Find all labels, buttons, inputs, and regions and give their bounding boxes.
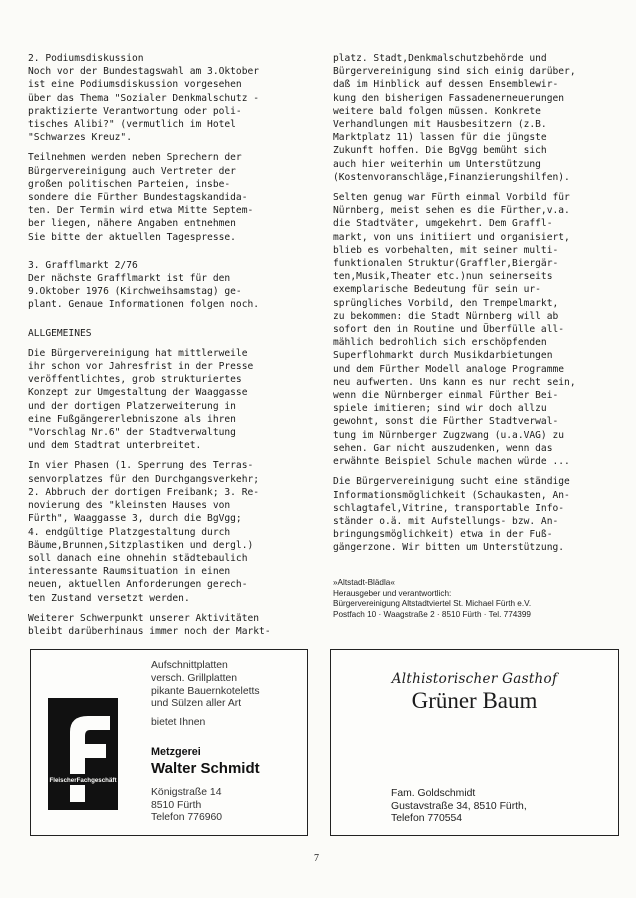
page-number: 7 bbox=[314, 853, 319, 864]
ad-line-2: versch. Grillplatten bbox=[151, 672, 238, 684]
svg-text:FleischerFachgeschäft: FleischerFachgeschäft bbox=[49, 777, 117, 785]
inn-owner: Fam. Goldschmidt bbox=[391, 788, 476, 799]
butcher-advertisement bbox=[30, 649, 308, 836]
inn-address: Gustavstraße 34, 8510 Fürth, bbox=[391, 800, 527, 812]
ad-city: 8510 Fürth bbox=[151, 799, 202, 811]
ad-phone: Telefon 776960 bbox=[151, 812, 223, 824]
section-2-body-2: Teilnehmen werden neben Sprechern der Bürgervereinigung auch Vertreter der großen politischen Parteien, insbe- sondere die Fürther Bundestagskandida- ten. Der Termin wird etwa Mitte Septem- ber liegen, nähere Angaben entnehmen Sie bitte der aktuellen Tagespresse. bbox=[28, 152, 254, 243]
imprint: »Altstadt-Blädla« Herausgeber und verantwortlich: Bürgervereinigung Altstadtviertel St. Michael Fürth e.V. Postfach 10 · Waagstraße 2 · 8510 Fürth · Tel. 774399 bbox=[333, 578, 532, 619]
ad-street: Königstraße 14 bbox=[151, 786, 222, 798]
ad-line-4: und Sülzen aller Art bbox=[151, 698, 242, 710]
right-paragraph-2: Selten genug war Fürth einmal Vorbild für Nürnberg, meist sehen es die Fürther,v.a. die Stadtväter, umgekehrt. Dem Graffl- markt, von uns initiiert und organisiert, blieb es vorbehalten, mit seiner multi- funktionalen Struktur(Graffler,Biergär- ten,Musik,Theater etc.)nun seinerseits exemplarische Bedeutung für sein ur- sprüngliches Vorbild, den Trempelmarkt, zu bekommen: die Stadt Nürnberg will ab sofort den in Routine und Überfülle all- mählich bedrohlich sich erschöpfenden Superflohmarkt durch Musikdarbietungen und dem Fürther Modell analoge Programme neu aufwerten. Uns kann es nur recht sein, wenn die Nürnberger einmal Fürther Bei- spiele imitieren; sind wir doch allzu gewohnt, sonst die Fürther Stadtverwal- tung im Nürnberger Zugzwang (u.a.VAG) zu sehen. Gar nicht auszudenken, wenn das erwähnte Beispiel Schule machen würde ... bbox=[333, 192, 576, 468]
allgemeines-paragraph-2: In vier Phasen (1. Sperrung des Terras- senvorplatzes für den Durchgangsverkehr; 2. Abbruch der dortigen Freibank; 3. Re- novierung des "kleinsten Hauses von Fürth", Waaggasse 3, durch die BgVgg; 4. endgültige Platzgestaltung durch Bäume,Brunnen,Sitzplastiken und dergl.) soll danach eine ohnehin städtebaulich interessante Raumsituation in einen neuen, aktuellen Anforderungen gerech- ten Zustand versetzt werden. bbox=[28, 460, 260, 604]
inn-phone: Telefon 770554 bbox=[391, 813, 463, 824]
fleischer-fachgeschaeft-logo-icon bbox=[48, 698, 118, 810]
section-2-body: Noch vor der Bundestagswahl am 3.Oktober ist eine Podiumsdiskussion vorgesehen über das Thema "Sozialer Denkmalschutz - praktizierte Verantwortung oder poli- tisches Alibi?" (vermutlich im Hotel "Schwarzes Kreuz". bbox=[28, 66, 260, 144]
inn-address-block bbox=[391, 788, 527, 826]
butcher-ad-text bbox=[151, 660, 306, 825]
right-paragraph-1: platz. Stadt,Denkmalschutzbehörde und Bürgervereinigung sind sich einig darüber, daß im Hinblick auf dessen Ensemblewir- kung den bisherigen Fassadenerneuerungen weitere bald folgen müssen. Konkrete Verhandlungen mit Hausbesitzern (z.B. Marktplatz 11) lassen für die jüngste Zukunft hoffen. Die BgVgg bemüht sich auch hier weiterhin um Unterstützung (Kostenvoranschläge,Finanzierungshilfen). bbox=[333, 53, 576, 183]
ad-business-name: Walter Schmidt bbox=[151, 759, 260, 777]
right-column bbox=[333, 52, 615, 562]
inn-name: Grüner Baum bbox=[411, 688, 538, 713]
allgemeines-paragraph-1: Die Bürgervereinigung hat mittlerweile ihr schon vor Jahresfrist in der Presse veröffentlichtes, grob strukturiertes Konzept zur Umgestaltung der Waaggasse und der dortigen Platzerweiterung in eine Fußgängererlebniszone als ihren "Vorschlag Nr.6" der Stadtverwaltung und dem Stadtrat unterbreitet. bbox=[28, 347, 254, 452]
ad-line-1: Aufschnittplatten bbox=[151, 660, 228, 671]
section-3-heading: 3. Grafflmarkt 2/76 bbox=[28, 259, 138, 271]
allgemeines-heading: ALLGEMEINES bbox=[28, 327, 92, 339]
inn-advertisement bbox=[330, 649, 619, 836]
section-3-body: Der nächste Grafflmarkt ist für den 9.Oktober 1976 (Kirchweihsamstag) ge- plant. Genaue Informationen folgen noch. bbox=[28, 273, 260, 311]
right-paragraph-3: Die Bürgervereinigung sucht eine ständige Informationsmöglichkeit (Schaukasten, An- schlagtafel,Vitrine, transportable Info- ständer o.ä. mit Aufstellungs- bzw. An- bringungsmöglichkeit) etwa in der Fuß- gängerzone. Wir bitten um Unterstützung. bbox=[333, 476, 570, 554]
inn-title-blackletter: Althistorischer Gasthof bbox=[391, 671, 558, 687]
allgemeines-paragraph-3: Weiterer Schwerpunkt unserer Aktivitäten bleibt darüberhinaus immer noch der Markt- bbox=[28, 612, 271, 637]
ad-business: Metzgerei bbox=[151, 745, 201, 758]
ad-offer: bietet Ihnen bbox=[151, 717, 206, 729]
ad-line-3: pikante Bauernkoteletts bbox=[151, 685, 260, 697]
section-2-heading: 2. Podiumsdiskussion bbox=[28, 53, 144, 64]
left-column bbox=[28, 52, 306, 645]
